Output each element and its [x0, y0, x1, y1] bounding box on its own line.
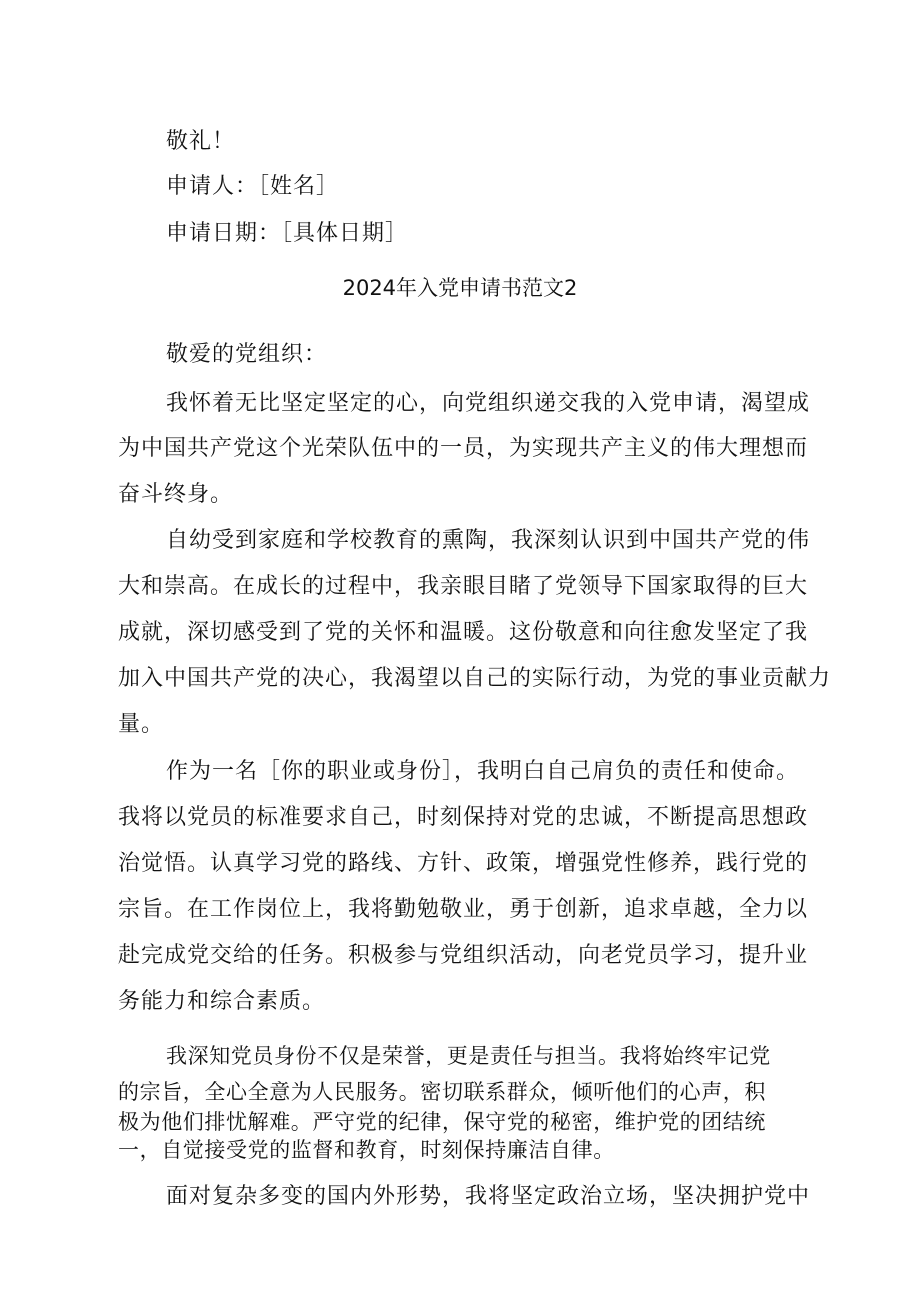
paragraph-line: 的宗旨，全心全意为人民服务。密切联系群众，倾听他们的心声，积	[118, 1080, 766, 1104]
paragraph-line: 赴完成党交给的任务。积极参与党组织活动，向老党员学习，提升业	[118, 943, 809, 968]
paragraph-line: 宗旨。在工作岗位上，我将勤勉敬业，勇于创新，追求卓越，全力以	[118, 897, 809, 922]
paragraph-line: 大和崇高。在成长的过程中，我亲眼目睹了党领导下国家取得的巨大	[118, 574, 809, 599]
paragraph-line: 加入中国共产党的决心，我渴望以自己的实际行动，为党的事业贡献力	[118, 666, 832, 691]
paragraph-line: 成就，深切感受到了党的关怀和温暖。这份敬意和向往愈发坚定了我	[118, 620, 809, 645]
paragraph-line: 面对复杂多变的国内外形势，我将坚定政治立场，坚决拥护党中	[166, 1184, 811, 1209]
paragraph-line: 治觉悟。认真学习党的路线、方针、政策，增强党性修养，践行党的	[118, 851, 809, 876]
paragraph-line: 为中国共产党这个光荣队伍中的一员，为实现共产主义的伟大理想而	[118, 436, 809, 461]
paragraph-line: 量。	[118, 712, 165, 737]
date-line: 申请日期：［具体日期］	[166, 221, 409, 246]
paragraph-line: 我深知党员身份不仅是荣誉，更是责任与担当。我将始终牢记党	[166, 1044, 771, 1068]
paragraph-line: 务能力和综合素质。	[118, 989, 326, 1014]
paragraph-line: 一，自觉接受党的监督和教育，时刻保持廉洁自律。	[118, 1138, 615, 1162]
section-title: 2024年入党申请书范文2	[342, 276, 578, 300]
greeting: 敬爱的党组织：	[166, 342, 328, 367]
applicant-line: 申请人：［姓名］	[166, 174, 340, 199]
paragraph-line: 我将以党员的标准要求自己，时刻保持对党的忠诚，不断提高思想政	[118, 805, 809, 830]
paragraph-line: 作为一名［你的职业或身份］，我明白自己肩负的责任和使命。	[166, 759, 800, 784]
closing-salute: 敬礼！	[166, 129, 236, 154]
paragraph-line: 自幼受到家庭和学校教育的熏陶，我深刻认识到中国共产党的伟	[166, 528, 811, 553]
paragraph-line: 极为他们排忧解难。严守党的纪律，保守党的秘密，维护党的团结统	[118, 1110, 766, 1134]
paragraph-line: 奋斗终身。	[118, 482, 234, 507]
paragraph-line: 我怀着无比坚定坚定的心，向党组织递交我的入党申请，渴望成	[166, 391, 811, 416]
